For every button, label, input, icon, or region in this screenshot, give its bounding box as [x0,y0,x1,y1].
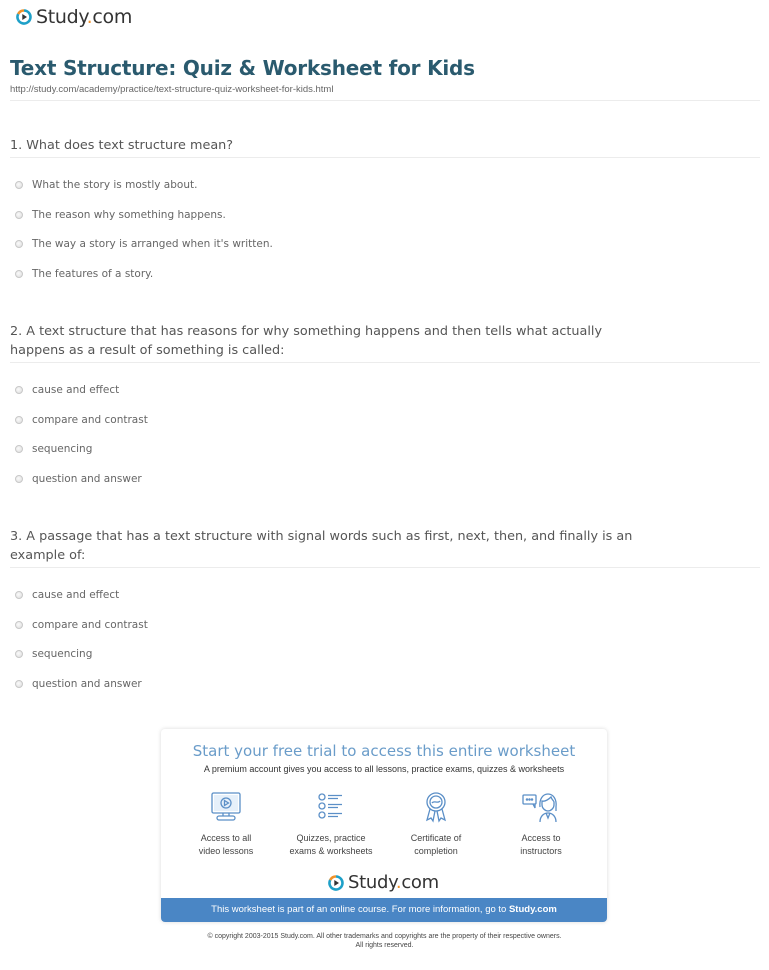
radio-button[interactable] [15,680,23,688]
q3-option-4[interactable]: question and answer [15,676,142,692]
free-trial-promo [161,729,607,922]
radio-button[interactable] [15,650,23,658]
question-1: 1. What does text structure mean? [10,138,234,153]
copyright-footer: © copyright 2003-2015 Study.com. All other trademarks and copyrights are the property of their respective owners. All rights reserved. [207,933,562,949]
q2-option-3[interactable]: sequencing [15,441,92,457]
q1-option-1[interactable]: What the story is mostly about. [15,177,197,193]
radio-button[interactable] [15,181,23,189]
study-logo[interactable] [16,6,132,28]
divider [10,362,760,363]
radio-button[interactable] [15,621,23,629]
monitor-play-icon [171,791,281,823]
feature-certificate: Certificate of completion [381,791,491,858]
radio-button[interactable] [15,270,23,278]
q3-option-3[interactable]: sequencing [15,646,92,662]
q1-option-4[interactable]: The features of a story. [15,266,153,282]
q3-option-1[interactable]: cause and effect [15,587,119,603]
radio-button[interactable] [15,445,23,453]
promo-subtitle: A premium account gives you access to all lessons, practice exams, quizzes & worksheets [203,764,565,774]
question-3: 3. A passage that has a text structure with signal words such as first, next, then, and finally is an example of: [10,529,633,563]
q2-option-2[interactable]: compare and contrast [15,412,148,428]
feature-quizzes: Quizzes, practice exams & worksheets [276,791,386,858]
radio-button[interactable] [15,591,23,599]
page-title: Text Structure: Quiz & Worksheet for Kids [10,56,475,80]
instructor-chat-icon [486,791,596,823]
play-logo-icon [328,875,344,891]
feature-instructors: Access to instructors [486,791,596,858]
q1-option-2[interactable]: The reason why something happens. [15,207,226,223]
divider [10,100,760,101]
study-com-link[interactable]: Study.com [508,904,557,915]
divider [10,157,760,158]
promo-title[interactable]: Start your free trial to access this entire worksheet [192,742,576,760]
online-course-banner: This worksheet is part of an online course. For more information, go to Study.com [161,898,607,922]
radio-button[interactable] [15,416,23,424]
divider [10,567,760,568]
radio-button[interactable] [15,211,23,219]
logo-wordmark: Study.com [36,6,133,28]
ribbon-award-icon [381,791,491,823]
q2-option-4[interactable]: question and answer [15,471,142,487]
q3-option-2[interactable]: compare and contrast [15,617,148,633]
radio-button[interactable] [15,475,23,483]
feature-video-lessons: Access to all video lessons [171,791,281,858]
play-logo-icon [16,9,32,25]
radio-button[interactable] [15,386,23,394]
q2-option-1[interactable]: cause and effect [15,382,119,398]
logo-wordmark: Study.com [348,872,439,893]
radio-button[interactable] [15,240,23,248]
list-icon [276,791,386,823]
study-logo-promo[interactable] [328,872,439,893]
question-2: 2. A text structure that has reasons for why something happens and then tells what actually happens as a result of something is called: [10,324,603,358]
q1-option-3[interactable]: The way a story is arranged when it's written. [15,236,273,252]
page-url: http://study.com/academy/practice/text-structure-quiz-worksheet-for-kids.html [10,84,334,95]
